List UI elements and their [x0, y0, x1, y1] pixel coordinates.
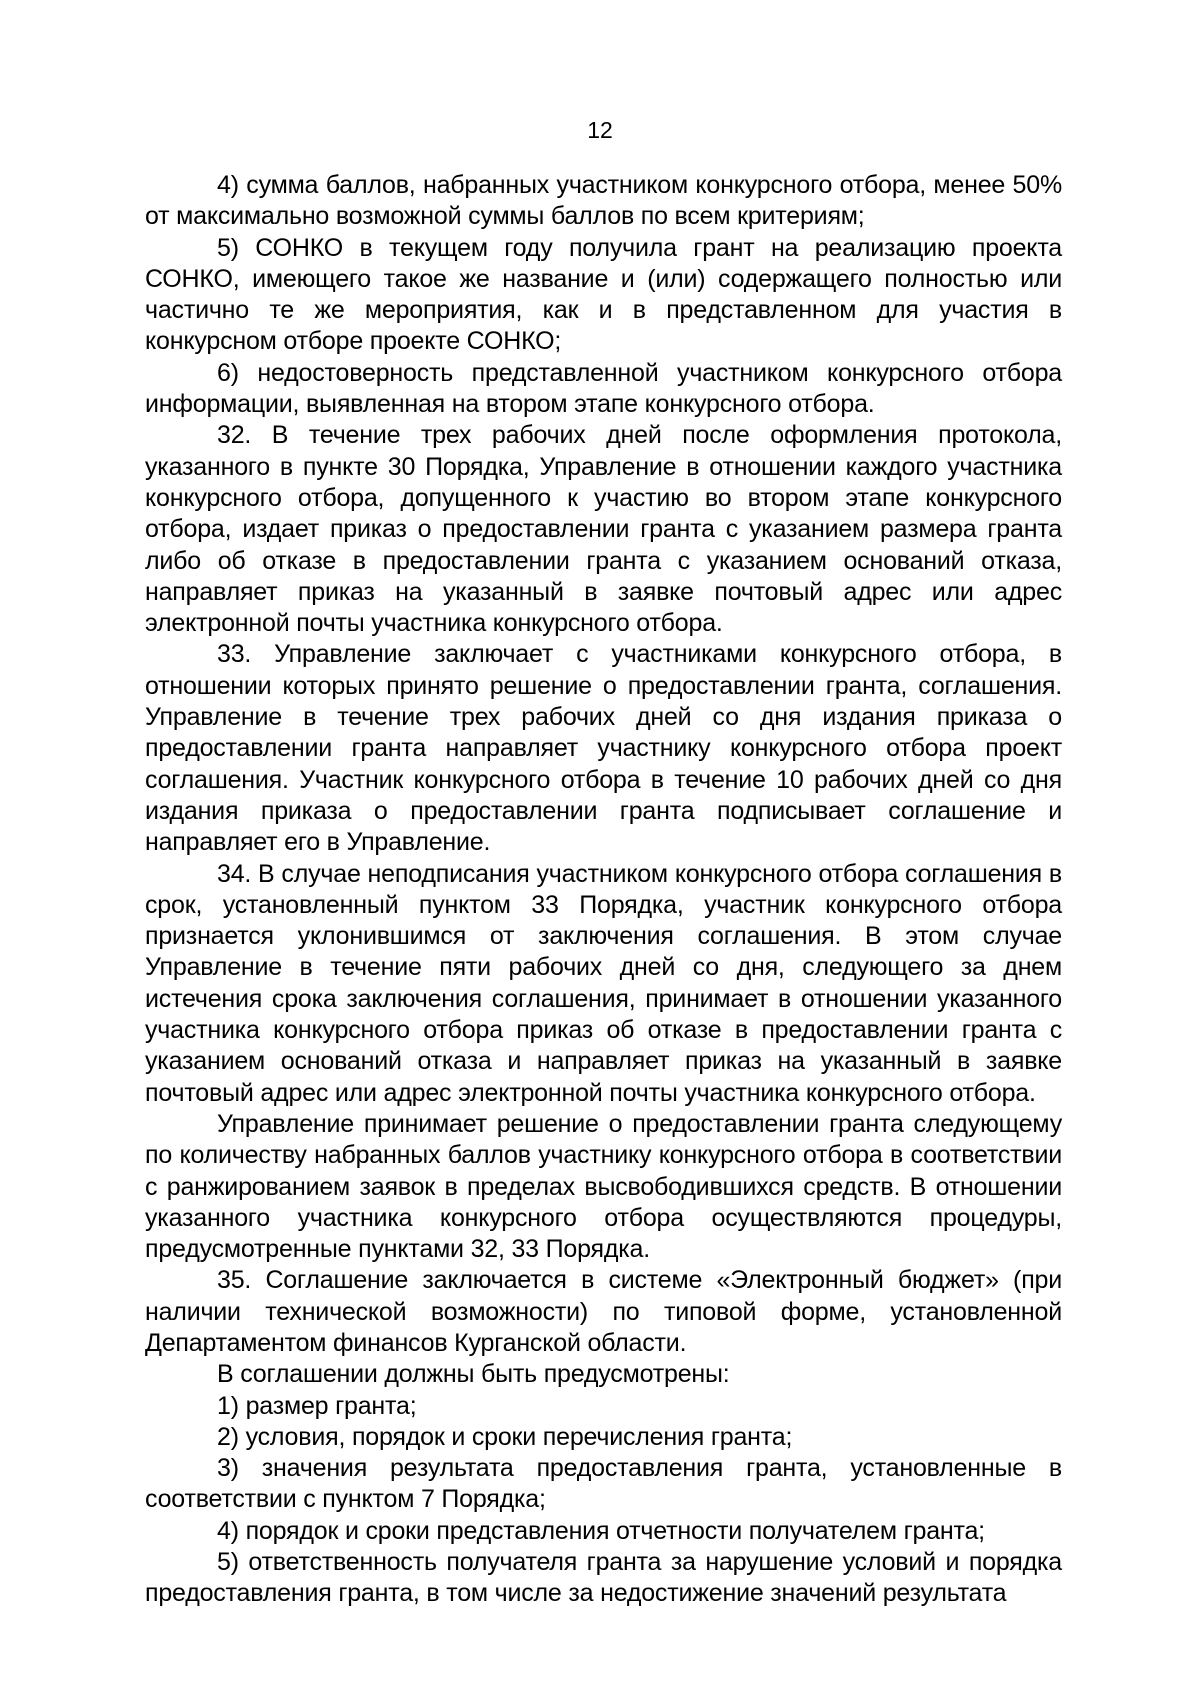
- page-number: 12: [587, 117, 613, 143]
- paragraph-item-5: 5) СОНКО в текущем году получила грант на реализацию проекта СОНКО, имеющего такое же название и (или) содержащего полностью или частично те же мероприятия, как и в представленном для участия в конкурсном отборе проекте СОНКО;: [145, 233, 1062, 356]
- paragraph-clause-32: 32. В течение трех рабочих дней после оформления протокола, указанного в пункте 30 Порядка, Управление в отношении каждого участника конкурсного отбора, допущенного к участию во втором этапе конкурсного отбора, издает приказ о предоставлении гранта с указанием размера гранта либо об отказе в предоставлении гранта с указанием оснований отказа, направляет приказ на указанный в заявке почтовый адрес или адрес электронной почты участника конкурсного отбора.: [145, 421, 1062, 638]
- paragraph-item-6: 6) недостоверность представленной участником конкурсного отбора информации, выявленная на втором этапе конкурсного отбора.: [145, 358, 1062, 419]
- list-item-1: 1) размер гранта;: [217, 1391, 417, 1420]
- list-item-4: 4) порядок и сроки представления отчетности получателем гранта;: [217, 1516, 985, 1545]
- paragraph-clause-35: 35. Соглашение заключается в системе «Электронный бюджет» (при наличии технической возможности) по типовой форме, установленной Департаментом финансов Курганской области.: [145, 1266, 1062, 1357]
- list-item-2: 2) условия, порядок и сроки перечисления гранта;: [217, 1422, 793, 1451]
- paragraph-clause-34-continued: Управление принимает решение о предоставлении гранта следующему по количеству набранных баллов участнику конкурсного отбора в соответствии с ранжированием заявок в пределах высвободившихся средств. В отношении указанного участника конкурсного отбора осуществляются процедуры, предусмотренные пунктами 32, 33 Порядка.: [145, 1109, 1062, 1264]
- paragraph-clause-33: 33. Управление заключает с участниками конкурсного отбора, в отношении которых принято решение о предоставлении гранта, соглашения. Управление в течение трех рабочих дней со дня издания приказа о предоставлении гранта направляет участнику конкурсного отбора проект соглашения. Участник конкурсного отбора в течение 10 рабочих дней со дня издания приказа о предоставлении гранта подписывает соглашение и направляет его в Управление.: [145, 640, 1062, 857]
- list-item-5: 5) ответственность получателя гранта за нарушение условий и порядка предоставления гранта, в том числе за недостижение значений результата: [145, 1548, 1062, 1608]
- paragraph-item-4: 4) сумма баллов, набранных участником конкурсного отбора, менее 50% от максимально возможной суммы баллов по всем критериям;: [145, 171, 1062, 231]
- list-item-3: 3) значения результата предоставления гранта, установленные в соответствии с пунктом 7 Порядка;: [145, 1454, 1062, 1514]
- paragraph-clause-34: 34. В случае неподписания участником конкурсного отбора соглашения в срок, установленный пунктом 33 Порядка, участник конкурсного отбора признается уклонившимся от заключения соглашения. В этом случае Управление в течение пяти рабочих дней со дня, следующего за днем истечения срока заключения соглашения, принимает в отношении указанного участника конкурсного отбора приказ об отказе в предоставлении гранта с указанием оснований отказа и направляет приказ на указанный в заявке почтовый адрес или адрес электронной почты участника конкурсного отбора.: [145, 859, 1062, 1107]
- document-body: [145, 170, 1062, 1610]
- paragraph-agreement-intro: В соглашении должны быть предусмотрены:: [217, 1360, 730, 1389]
